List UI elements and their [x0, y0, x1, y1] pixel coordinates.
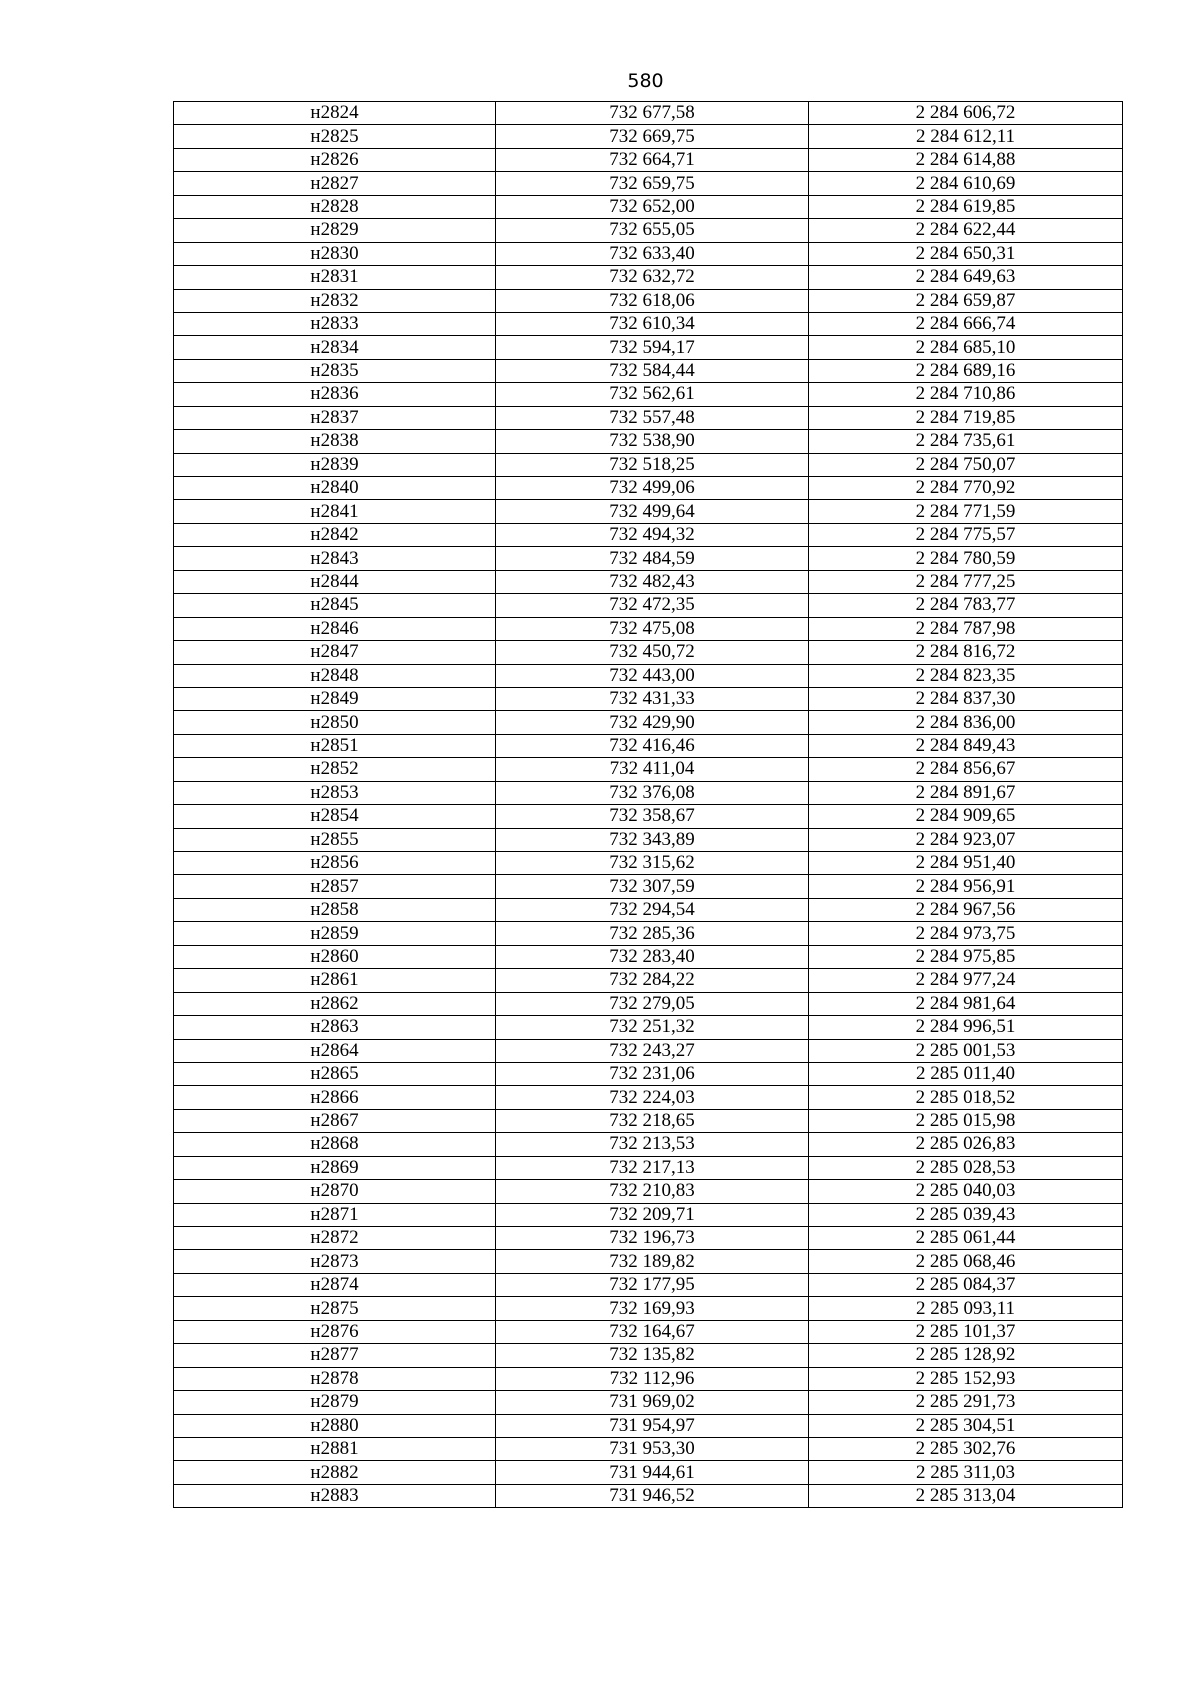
x-coordinate-cell: 732 135,82 [496, 1344, 809, 1367]
point-id-cell: н2866 [174, 1086, 496, 1109]
x-coordinate-cell: 732 518,25 [496, 453, 809, 476]
table-row [174, 336, 1123, 359]
point-id-cell: н2835 [174, 359, 496, 382]
y-coordinate-cell: 2 285 015,98 [809, 1109, 1123, 1132]
point-id-cell: н2863 [174, 1016, 496, 1039]
point-id-cell: н2847 [174, 641, 496, 664]
y-coordinate-cell: 2 284 856,67 [809, 758, 1123, 781]
y-coordinate-cell: 2 284 823,35 [809, 664, 1123, 687]
x-coordinate-cell: 732 494,32 [496, 523, 809, 546]
x-coordinate-cell: 732 376,08 [496, 781, 809, 804]
y-coordinate-cell: 2 284 891,67 [809, 781, 1123, 804]
x-coordinate-cell: 732 482,43 [496, 570, 809, 593]
x-coordinate-cell: 732 315,62 [496, 852, 809, 875]
table-row [174, 617, 1123, 640]
x-coordinate-cell: 732 411,04 [496, 758, 809, 781]
y-coordinate-cell: 2 284 710,86 [809, 383, 1123, 406]
point-id-cell: н2854 [174, 805, 496, 828]
y-coordinate-cell: 2 284 719,85 [809, 406, 1123, 429]
y-coordinate-cell: 2 284 666,74 [809, 312, 1123, 335]
x-coordinate-cell: 732 243,27 [496, 1039, 809, 1062]
table-row [174, 687, 1123, 710]
x-coordinate-cell: 732 618,06 [496, 289, 809, 312]
table-row [174, 828, 1123, 851]
x-coordinate-cell: 732 450,72 [496, 641, 809, 664]
x-coordinate-cell: 732 307,59 [496, 875, 809, 898]
x-coordinate-cell: 732 632,72 [496, 266, 809, 289]
x-coordinate-cell: 732 343,89 [496, 828, 809, 851]
table-row [174, 852, 1123, 875]
table-row [174, 1391, 1123, 1414]
coordinates-table-body [174, 102, 1123, 1508]
table-row [174, 922, 1123, 945]
x-coordinate-cell: 732 475,08 [496, 617, 809, 640]
table-row [174, 898, 1123, 921]
point-id-cell: н2875 [174, 1297, 496, 1320]
point-id-cell: н2861 [174, 969, 496, 992]
y-coordinate-cell: 2 284 685,10 [809, 336, 1123, 359]
y-coordinate-cell: 2 284 849,43 [809, 734, 1123, 757]
point-id-cell: н2836 [174, 383, 496, 406]
x-coordinate-cell: 732 169,93 [496, 1297, 809, 1320]
y-coordinate-cell: 2 284 909,65 [809, 805, 1123, 828]
y-coordinate-cell: 2 284 771,59 [809, 500, 1123, 523]
table-row [174, 1156, 1123, 1179]
point-id-cell: н2873 [174, 1250, 496, 1273]
table-row [174, 1297, 1123, 1320]
table-row [174, 242, 1123, 265]
y-coordinate-cell: 2 284 975,85 [809, 945, 1123, 968]
point-id-cell: н2839 [174, 453, 496, 476]
table-row [174, 1062, 1123, 1085]
y-coordinate-cell: 2 284 816,72 [809, 641, 1123, 664]
table-row [174, 875, 1123, 898]
table-row [174, 1133, 1123, 1156]
point-id-cell: н2850 [174, 711, 496, 734]
point-id-cell: н2856 [174, 852, 496, 875]
y-coordinate-cell: 2 284 750,07 [809, 453, 1123, 476]
y-coordinate-cell: 2 284 981,64 [809, 992, 1123, 1015]
x-coordinate-cell: 732 557,48 [496, 406, 809, 429]
table-row [174, 1437, 1123, 1460]
point-id-cell: н2882 [174, 1461, 496, 1484]
y-coordinate-cell: 2 285 039,43 [809, 1203, 1123, 1226]
point-id-cell: н2833 [174, 312, 496, 335]
y-coordinate-cell: 2 284 951,40 [809, 852, 1123, 875]
point-id-cell: н2862 [174, 992, 496, 1015]
y-coordinate-cell: 2 285 018,52 [809, 1086, 1123, 1109]
x-coordinate-cell: 732 213,53 [496, 1133, 809, 1156]
y-coordinate-cell: 2 284 610,69 [809, 172, 1123, 195]
point-id-cell: н2851 [174, 734, 496, 757]
x-coordinate-cell: 732 659,75 [496, 172, 809, 195]
table-row [174, 477, 1123, 500]
point-id-cell: н2855 [174, 828, 496, 851]
table-row [174, 453, 1123, 476]
x-coordinate-cell: 732 294,54 [496, 898, 809, 921]
y-coordinate-cell: 2 284 783,77 [809, 594, 1123, 617]
x-coordinate-cell: 732 177,95 [496, 1273, 809, 1296]
x-coordinate-cell: 732 652,00 [496, 195, 809, 218]
table-row [174, 969, 1123, 992]
point-id-cell: н2843 [174, 547, 496, 570]
y-coordinate-cell: 2 285 061,44 [809, 1227, 1123, 1250]
y-coordinate-cell: 2 285 026,83 [809, 1133, 1123, 1156]
y-coordinate-cell: 2 284 619,85 [809, 195, 1123, 218]
x-coordinate-cell: 732 610,34 [496, 312, 809, 335]
x-coordinate-cell: 732 664,71 [496, 148, 809, 171]
point-id-cell: н2857 [174, 875, 496, 898]
table-row [174, 570, 1123, 593]
y-coordinate-cell: 2 285 152,93 [809, 1367, 1123, 1390]
x-coordinate-cell: 732 224,03 [496, 1086, 809, 1109]
x-coordinate-cell: 732 443,00 [496, 664, 809, 687]
table-row [174, 1180, 1123, 1203]
point-id-cell: н2880 [174, 1414, 496, 1437]
y-coordinate-cell: 2 284 612,11 [809, 125, 1123, 148]
x-coordinate-cell: 731 946,52 [496, 1484, 809, 1507]
table-row [174, 430, 1123, 453]
table-row [174, 734, 1123, 757]
y-coordinate-cell: 2 284 780,59 [809, 547, 1123, 570]
x-coordinate-cell: 732 284,22 [496, 969, 809, 992]
x-coordinate-cell: 732 655,05 [496, 219, 809, 242]
y-coordinate-cell: 2 284 837,30 [809, 687, 1123, 710]
point-id-cell: н2879 [174, 1391, 496, 1414]
table-row [174, 1203, 1123, 1226]
table-row [174, 992, 1123, 1015]
point-id-cell: н2871 [174, 1203, 496, 1226]
table-row [174, 266, 1123, 289]
point-id-cell: н2826 [174, 148, 496, 171]
x-coordinate-cell: 732 431,33 [496, 687, 809, 710]
point-id-cell: н2841 [174, 500, 496, 523]
point-id-cell: н2846 [174, 617, 496, 640]
point-id-cell: н2834 [174, 336, 496, 359]
y-coordinate-cell: 2 284 659,87 [809, 289, 1123, 312]
y-coordinate-cell: 2 284 777,25 [809, 570, 1123, 593]
table-row [174, 1273, 1123, 1296]
table-row [174, 1227, 1123, 1250]
point-id-cell: н2859 [174, 922, 496, 945]
y-coordinate-cell: 2 284 606,72 [809, 102, 1123, 125]
table-row [174, 359, 1123, 382]
y-coordinate-cell: 2 285 011,40 [809, 1062, 1123, 1085]
x-coordinate-cell: 732 196,73 [496, 1227, 809, 1250]
point-id-cell: н2878 [174, 1367, 496, 1390]
point-id-cell: н2876 [174, 1320, 496, 1343]
point-id-cell: н2869 [174, 1156, 496, 1179]
table-row [174, 594, 1123, 617]
x-coordinate-cell: 732 189,82 [496, 1250, 809, 1273]
point-id-cell: н2867 [174, 1109, 496, 1132]
point-id-cell: н2872 [174, 1227, 496, 1250]
point-id-cell: н2845 [174, 594, 496, 617]
point-id-cell: н2868 [174, 1133, 496, 1156]
x-coordinate-cell: 732 209,71 [496, 1203, 809, 1226]
point-id-cell: н2874 [174, 1273, 496, 1296]
y-coordinate-cell: 2 285 311,03 [809, 1461, 1123, 1484]
x-coordinate-cell: 731 954,97 [496, 1414, 809, 1437]
x-coordinate-cell: 732 484,59 [496, 547, 809, 570]
y-coordinate-cell: 2 284 649,63 [809, 266, 1123, 289]
table-row [174, 289, 1123, 312]
y-coordinate-cell: 2 284 770,92 [809, 477, 1123, 500]
table-row [174, 1109, 1123, 1132]
y-coordinate-cell: 2 285 101,37 [809, 1320, 1123, 1343]
table-row [174, 1367, 1123, 1390]
y-coordinate-cell: 2 285 313,04 [809, 1484, 1123, 1507]
x-coordinate-cell: 731 969,02 [496, 1391, 809, 1414]
y-coordinate-cell: 2 284 735,61 [809, 430, 1123, 453]
point-id-cell: н2870 [174, 1180, 496, 1203]
table-row [174, 312, 1123, 335]
point-id-cell: н2842 [174, 523, 496, 546]
point-id-cell: н2848 [174, 664, 496, 687]
point-id-cell: н2832 [174, 289, 496, 312]
table-row [174, 1414, 1123, 1437]
table-row [174, 781, 1123, 804]
point-id-cell: н2877 [174, 1344, 496, 1367]
y-coordinate-cell: 2 284 977,24 [809, 969, 1123, 992]
x-coordinate-cell: 732 472,35 [496, 594, 809, 617]
x-coordinate-cell: 732 538,90 [496, 430, 809, 453]
y-coordinate-cell: 2 285 128,92 [809, 1344, 1123, 1367]
point-id-cell: н2824 [174, 102, 496, 125]
table-row [174, 758, 1123, 781]
table-row [174, 1461, 1123, 1484]
table-row [174, 711, 1123, 734]
x-coordinate-cell: 732 210,83 [496, 1180, 809, 1203]
y-coordinate-cell: 2 285 302,76 [809, 1437, 1123, 1460]
x-coordinate-cell: 731 953,30 [496, 1437, 809, 1460]
table-row [174, 945, 1123, 968]
point-id-cell: н2825 [174, 125, 496, 148]
y-coordinate-cell: 2 285 291,73 [809, 1391, 1123, 1414]
y-coordinate-cell: 2 285 093,11 [809, 1297, 1123, 1320]
table-row [174, 1086, 1123, 1109]
table-row [174, 172, 1123, 195]
point-id-cell: н2860 [174, 945, 496, 968]
x-coordinate-cell: 732 112,96 [496, 1367, 809, 1390]
table-row [174, 406, 1123, 429]
x-coordinate-cell: 732 499,64 [496, 500, 809, 523]
x-coordinate-cell: 732 677,58 [496, 102, 809, 125]
table-row [174, 1344, 1123, 1367]
table-row [174, 1016, 1123, 1039]
point-id-cell: н2853 [174, 781, 496, 804]
point-id-cell: н2849 [174, 687, 496, 710]
table-row [174, 523, 1123, 546]
x-coordinate-cell: 731 944,61 [496, 1461, 809, 1484]
point-id-cell: н2881 [174, 1437, 496, 1460]
page-number: 580 [627, 70, 664, 92]
point-id-cell: н2831 [174, 266, 496, 289]
point-id-cell: н2837 [174, 406, 496, 429]
table-row [174, 195, 1123, 218]
point-id-cell: н2852 [174, 758, 496, 781]
x-coordinate-cell: 732 164,67 [496, 1320, 809, 1343]
table-row [174, 383, 1123, 406]
x-coordinate-cell: 732 217,13 [496, 1156, 809, 1179]
x-coordinate-cell: 732 499,06 [496, 477, 809, 500]
table-row [174, 547, 1123, 570]
y-coordinate-cell: 2 285 304,51 [809, 1414, 1123, 1437]
coordinates-table [173, 101, 1123, 1508]
y-coordinate-cell: 2 284 973,75 [809, 922, 1123, 945]
table-row [174, 641, 1123, 664]
table-row [174, 148, 1123, 171]
y-coordinate-cell: 2 284 614,88 [809, 148, 1123, 171]
y-coordinate-cell: 2 285 028,53 [809, 1156, 1123, 1179]
x-coordinate-cell: 732 279,05 [496, 992, 809, 1015]
table-row [174, 1250, 1123, 1273]
y-coordinate-cell: 2 284 787,98 [809, 617, 1123, 640]
table-row [174, 1039, 1123, 1062]
point-id-cell: н2864 [174, 1039, 496, 1062]
point-id-cell: н2827 [174, 172, 496, 195]
y-coordinate-cell: 2 285 068,46 [809, 1250, 1123, 1273]
y-coordinate-cell: 2 285 001,53 [809, 1039, 1123, 1062]
table-row [174, 125, 1123, 148]
x-coordinate-cell: 732 358,67 [496, 805, 809, 828]
point-id-cell: н2828 [174, 195, 496, 218]
x-coordinate-cell: 732 669,75 [496, 125, 809, 148]
point-id-cell: н2838 [174, 430, 496, 453]
y-coordinate-cell: 2 284 956,91 [809, 875, 1123, 898]
y-coordinate-cell: 2 284 622,44 [809, 219, 1123, 242]
x-coordinate-cell: 732 218,65 [496, 1109, 809, 1132]
x-coordinate-cell: 732 594,17 [496, 336, 809, 359]
y-coordinate-cell: 2 284 923,07 [809, 828, 1123, 851]
x-coordinate-cell: 732 429,90 [496, 711, 809, 734]
y-coordinate-cell: 2 284 650,31 [809, 242, 1123, 265]
point-id-cell: н2858 [174, 898, 496, 921]
x-coordinate-cell: 732 283,40 [496, 945, 809, 968]
table-row [174, 805, 1123, 828]
y-coordinate-cell: 2 284 775,57 [809, 523, 1123, 546]
y-coordinate-cell: 2 285 084,37 [809, 1273, 1123, 1296]
table-row [174, 1484, 1123, 1507]
point-id-cell: н2829 [174, 219, 496, 242]
x-coordinate-cell: 732 633,40 [496, 242, 809, 265]
table-row [174, 500, 1123, 523]
x-coordinate-cell: 732 584,44 [496, 359, 809, 382]
x-coordinate-cell: 732 562,61 [496, 383, 809, 406]
table-row [174, 219, 1123, 242]
x-coordinate-cell: 732 285,36 [496, 922, 809, 945]
table-row [174, 664, 1123, 687]
y-coordinate-cell: 2 284 967,56 [809, 898, 1123, 921]
x-coordinate-cell: 732 251,32 [496, 1016, 809, 1039]
point-id-cell: н2883 [174, 1484, 496, 1507]
point-id-cell: н2844 [174, 570, 496, 593]
x-coordinate-cell: 732 231,06 [496, 1062, 809, 1085]
y-coordinate-cell: 2 285 040,03 [809, 1180, 1123, 1203]
x-coordinate-cell: 732 416,46 [496, 734, 809, 757]
y-coordinate-cell: 2 284 996,51 [809, 1016, 1123, 1039]
point-id-cell: н2840 [174, 477, 496, 500]
point-id-cell: н2830 [174, 242, 496, 265]
point-id-cell: н2865 [174, 1062, 496, 1085]
table-row [174, 102, 1123, 125]
y-coordinate-cell: 2 284 689,16 [809, 359, 1123, 382]
table-row [174, 1320, 1123, 1343]
y-coordinate-cell: 2 284 836,00 [809, 711, 1123, 734]
